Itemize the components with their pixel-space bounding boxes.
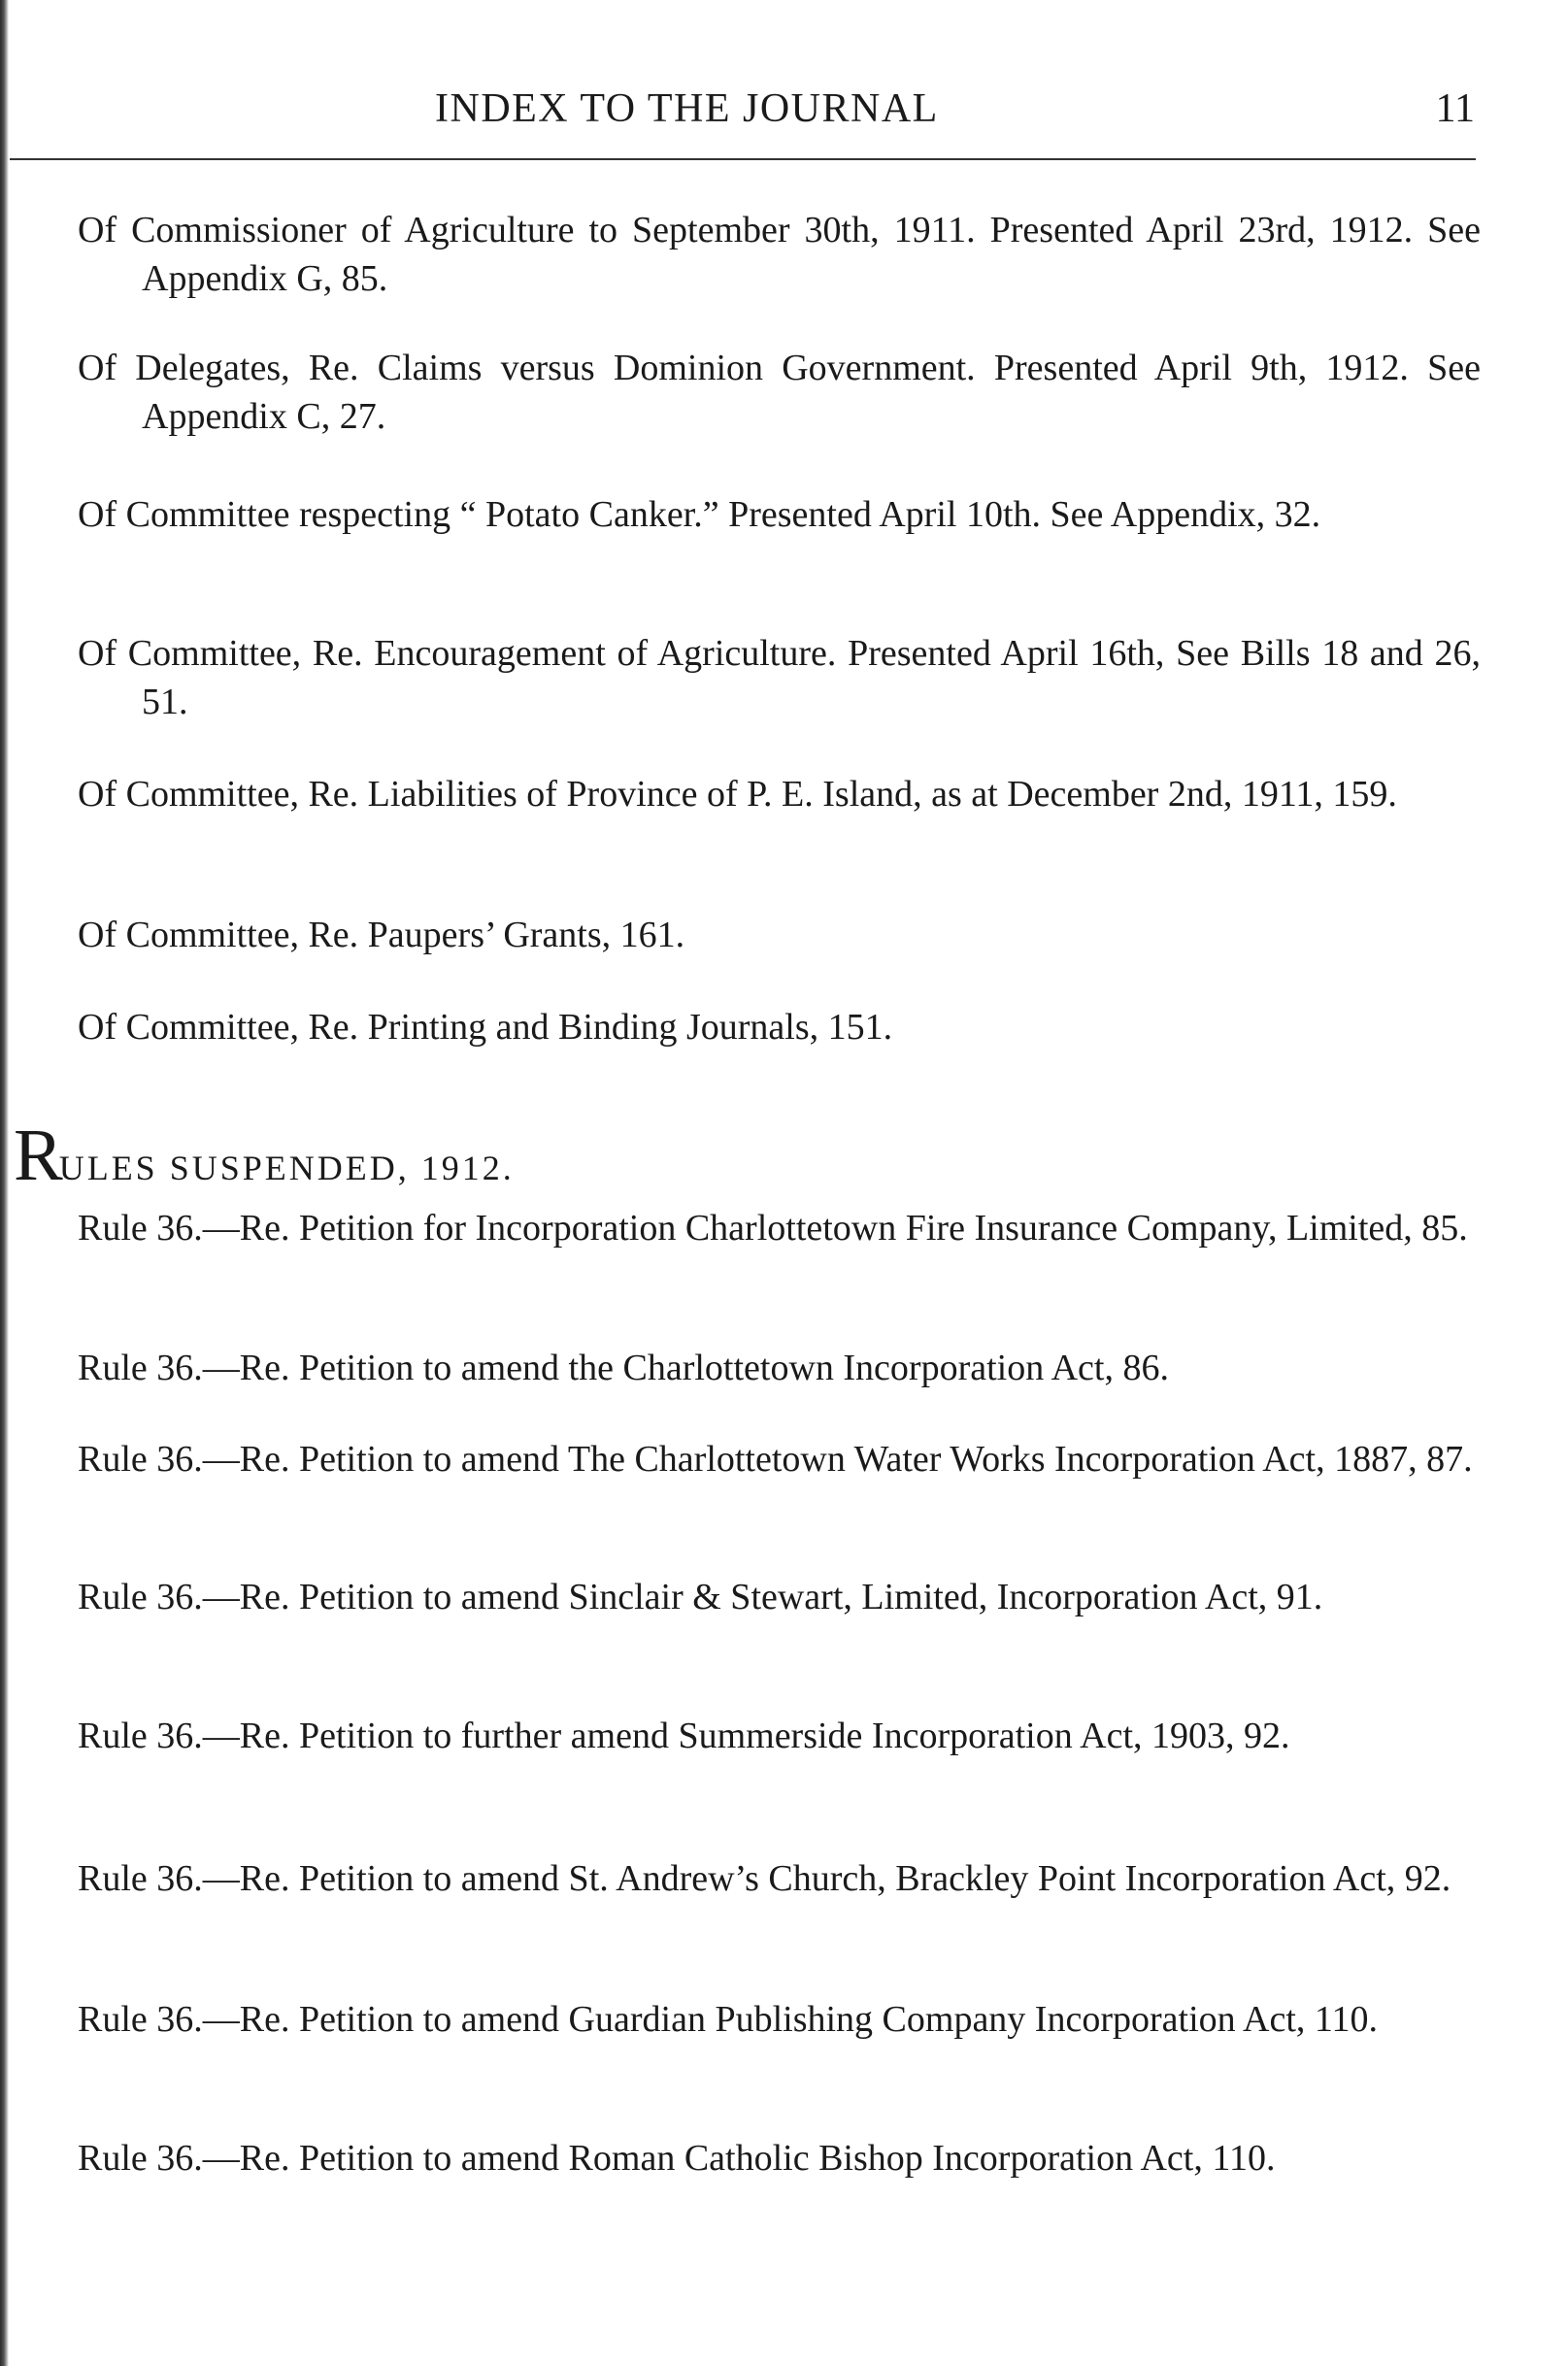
section-heading-rules-suspended [14,1116,515,1194]
report-entry-paupers-grants: Of Committee, Re. Paupers’ Grants, 161. [78,915,685,955]
heading-text: ULES SUSPENDED, 1912. [58,1149,515,1187]
page-title: INDEX TO THE JOURNAL [435,86,939,131]
report-entry-delegates: Of Delegates, Re. Claims versus Dominion Government. Presented April 9th, 1912. See Appendix C, 27. [78,348,1481,437]
report-entry-potato-canker: Of Committee respecting “ Potato Canker.” Presented April 10th. See Appendix, 32. [78,494,1321,535]
header-rule [10,158,1476,160]
rule-entry-sinclair-stewart: Rule 36.—Re. Petition to amend Sinclair & Stewart, Limited, Incorporation Act, 91. [78,1577,1323,1617]
rule-entry-fire-insurance: Rule 36.—Re. Petition for Incorporation Charlottetown Fire Insurance Company, Limited, 85. [78,1208,1468,1249]
rule-entry-roman-catholic-bishop: Rule 36.—Re. Petition to amend Roman Catholic Bishop Incorporation Act, 110. [78,2138,1276,2179]
binding-edge [0,0,9,2366]
heading-initial: R [14,1115,59,1196]
rule-entry-charlottetown-incorporation: Rule 36.—Re. Petition to amend the Charlottetown Incorporation Act, 86. [78,1348,1169,1388]
report-entry-liabilities: Of Committee, Re. Liabilities of Province of P. E. Island, as at December 2nd, 1911, 159. [78,774,1397,815]
rule-entry-water-works: Rule 36.—Re. Petition to amend The Charlottetown Water Works Incorporation Act, 1887, 87. [78,1439,1473,1480]
rule-entry-st-andrews-church: Rule 36.—Re. Petition to amend St. Andrew’s Church, Brackley Point Incorporation Act, 92. [78,1858,1451,1899]
rule-entry-summerside: Rule 36.—Re. Petition to further amend Summerside Incorporation Act, 1903, 92. [78,1716,1290,1756]
report-entry-commissioner: Of Commissioner of Agriculture to September 30th, 1911. Presented April 23rd, 1912. See Appendix G, 85. [78,210,1481,299]
page-number: 11 [1435,86,1475,131]
report-entry-agriculture: Of Committee, Re. Encouragement of Agriculture. Presented April 16th, See Bills 18 and 26, 51. [78,633,1481,722]
running-head [0,80,1568,138]
report-entry-printing-binding: Of Committee, Re. Printing and Binding Journals, 151. [78,1007,893,1048]
rule-entry-guardian-publishing: Rule 36.—Re. Petition to amend Guardian Publishing Company Incorporation Act, 110. [78,1999,1378,2040]
